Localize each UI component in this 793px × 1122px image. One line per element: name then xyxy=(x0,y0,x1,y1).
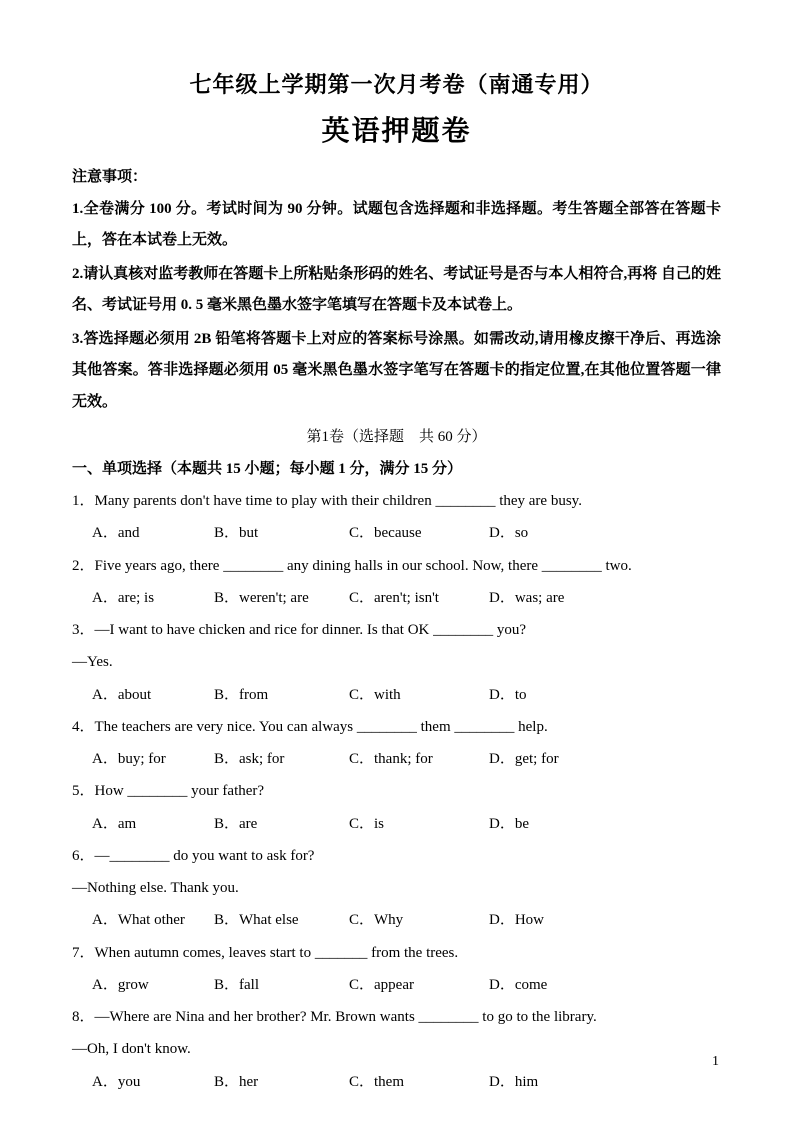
option-c: C．is xyxy=(349,815,385,832)
option-c: C．appear xyxy=(349,976,414,993)
question-options xyxy=(72,1066,721,1098)
option-a: A．What other xyxy=(92,912,185,929)
question-options xyxy=(72,679,721,711)
option-b: B．but xyxy=(214,525,259,542)
question-options xyxy=(72,743,721,775)
question-stem: 8．—Where are Nina and her brother? Mr. Brown wants ________ to go to the library. xyxy=(72,1009,597,1025)
option-d: D．be xyxy=(489,815,529,832)
option-b: B．from xyxy=(214,686,269,703)
option-b: B．her xyxy=(214,1073,259,1090)
option-a: A．grow xyxy=(92,976,149,993)
option-c: C．aren't; isn't xyxy=(349,589,439,606)
question-2 xyxy=(72,550,721,615)
option-a: A．am xyxy=(92,815,137,832)
question-options xyxy=(72,969,721,1001)
question-3 xyxy=(72,614,721,711)
question-dialogue: —Nothing else. Thank you. xyxy=(72,880,239,896)
option-d: D．get; for xyxy=(489,751,559,767)
question-dialogue: —Yes. xyxy=(72,654,113,671)
option-b: B．are xyxy=(214,815,258,832)
option-b: B．weren't; are xyxy=(214,589,309,606)
notice-item-2: 2.请认真核对监考教师在答题卡上所粘贴条形码的姓名、考试证号是否与本人相符合,再将 自己的姓名、考试证号用 0. 5 毫米黑色墨水签字笔填写在答题卡及本试卷上。 xyxy=(72,265,721,313)
option-d: D．him xyxy=(489,1073,539,1090)
volume-header: 第1卷（选择题 共 60 分） xyxy=(306,429,487,445)
notice-heading: 注意事项： xyxy=(72,169,148,185)
exam-title: 七年级上学期第一次月考卷（南通专用） xyxy=(189,72,604,97)
question-stem: 2．Five years ago, there ________ any dining halls in our school. Now, there ________ two. xyxy=(72,557,632,574)
question-dialogue: —Oh, I don't know. xyxy=(72,1041,191,1058)
question-8 xyxy=(72,1001,721,1098)
option-a: A．buy; for xyxy=(92,751,166,767)
option-b: B．ask; for xyxy=(214,751,285,767)
page-number: 1 xyxy=(712,1054,719,1069)
option-a: A．are; is xyxy=(92,589,155,606)
option-d: D．How xyxy=(489,912,544,929)
option-d: D．was; are xyxy=(489,589,565,606)
option-a: A．and xyxy=(92,525,140,542)
option-d: D．come xyxy=(489,976,548,993)
question-stem: 6．—________ do you want to ask for? xyxy=(72,847,315,864)
option-c: C．Why xyxy=(349,912,404,929)
question-options xyxy=(72,904,721,936)
notice-item-1: 1.全卷满分 100 分。考试时间为 90 分钟。试题包含选择题和非选择题。考生答题全部答在答题卡上，答在本试卷上无效。 xyxy=(72,200,721,248)
exam-subtitle: 英语押题卷 xyxy=(321,116,472,147)
option-c: C．because xyxy=(349,525,422,542)
question-1 xyxy=(72,485,721,550)
question-options xyxy=(72,808,721,840)
question-options xyxy=(72,582,721,614)
question-4 xyxy=(72,711,721,776)
notice-item-3: 3.答选择题必须用 2B 铅笔将答题卡上对应的答案标号涂黑。如需改动,请用橡皮擦干净后、再选涂其他答案。答非选择题必须用 05 毫米黑色墨水签字笔写在答题卡的指定位置,在其他位置答题一律无效。 xyxy=(72,330,721,410)
question-stem: 7．When autumn comes, leaves start to _______ from the trees. xyxy=(72,944,459,961)
question-5 xyxy=(72,775,721,840)
option-b: B．What else xyxy=(214,912,299,929)
option-d: D．so xyxy=(489,525,529,542)
option-d: D．to xyxy=(489,686,527,703)
part-header: 一、单项选择（本题共 15 小题；每小题 1 分，满分 15 分） xyxy=(72,460,463,477)
question-stem: 3．—I want to have chicken and rice for dinner. Is that OK ________ you? xyxy=(72,622,527,638)
question-7 xyxy=(72,937,721,1002)
option-a: A．you xyxy=(92,1073,141,1090)
option-c: C．with xyxy=(349,686,401,703)
option-c: C．thank; for xyxy=(349,751,433,767)
question-stem: 4．The teachers are very nice. You can always ________ them ________ help. xyxy=(72,718,548,735)
question-options xyxy=(72,517,721,549)
option-a: A．about xyxy=(92,686,152,703)
option-b: B．fall xyxy=(214,976,259,993)
question-stem: 1．Many parents don't have time to play with their children ________ they are busy. xyxy=(72,493,582,509)
question-stem: 5．How ________ your father? xyxy=(72,783,265,800)
question-6 xyxy=(72,840,721,937)
option-c: C．them xyxy=(349,1073,404,1090)
